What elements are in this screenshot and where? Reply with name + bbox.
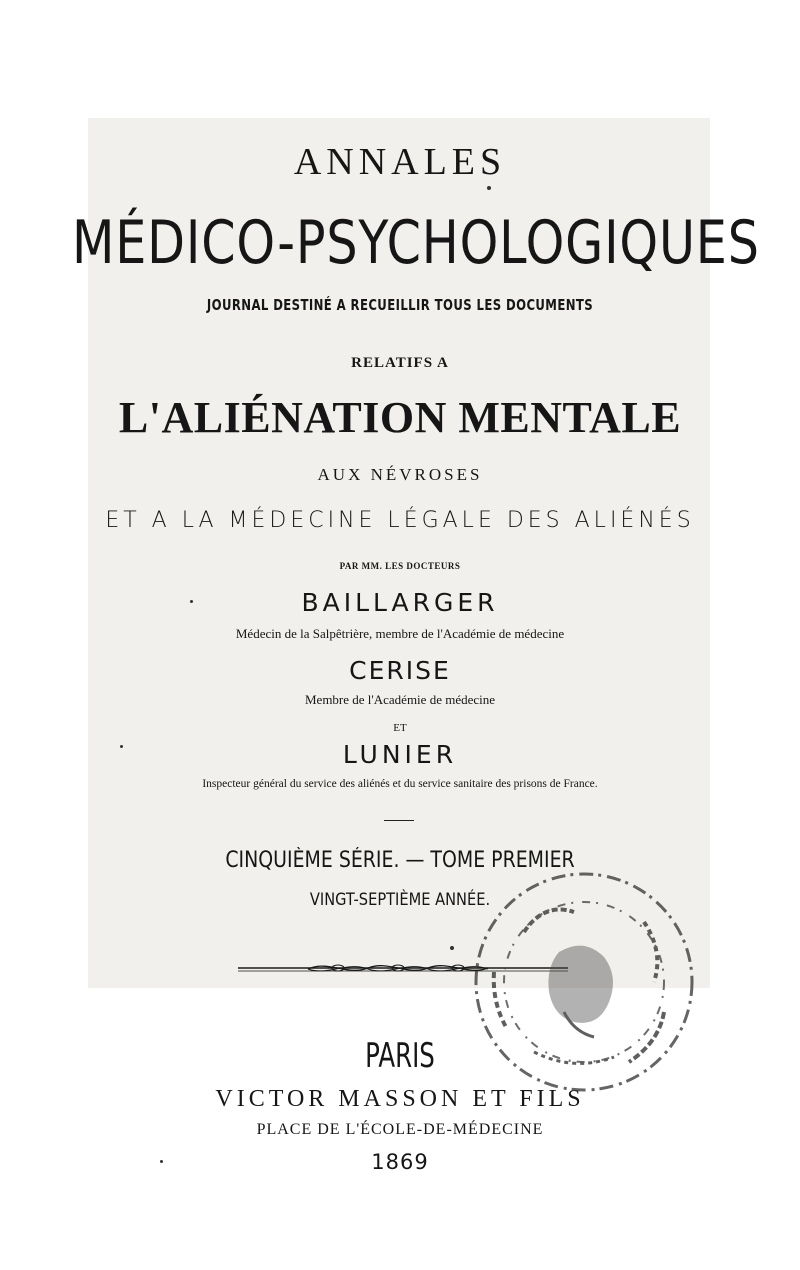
journal-title-annales: ANNALES <box>293 141 507 183</box>
author-description: Médecin de la Salpêtrière, membre de l'Académie de médecine <box>235 626 565 641</box>
ink-speck <box>120 745 123 748</box>
conjunction: ET <box>393 722 407 734</box>
author-description: Membre de l'Académie de médecine <box>304 692 496 707</box>
imprint-address: PLACE DE L'ÉCOLE-DE-MÉDECINE <box>256 1121 544 1138</box>
ink-speck <box>190 600 193 603</box>
ink-speck <box>487 186 491 190</box>
nevroses-line: AUX NÉVROSES <box>317 465 483 484</box>
author-name: BAILLARGER <box>301 588 499 617</box>
ink-speck <box>160 1160 163 1163</box>
volume-year: VINGT-SEPTIÈME ANNÉE. <box>309 890 491 910</box>
imprint-publisher: VICTOR MASSON ET FILS <box>215 1086 585 1112</box>
imprint-city: PARIS <box>365 1036 435 1076</box>
author-name: LUNIER <box>342 740 458 769</box>
relatifs-line: RELATIFS A <box>351 355 449 371</box>
imprint-year: 1869 <box>371 1150 429 1174</box>
subject-title: L'ALIÉNATION MENTALE <box>118 393 682 442</box>
ink-speck <box>450 946 454 950</box>
medecine-legale-line: ET A LA MÉDECINE LÉGALE DES ALIÉNÉS <box>105 508 695 533</box>
journal-purpose-line: JOURNAL DESTINÉ A RECUEILLIR TOUS LES DOCUMENTS <box>206 296 594 314</box>
library-stamp-icon <box>464 862 704 1102</box>
separator-rule <box>384 820 414 821</box>
authors-intro: PAR MM. LES DOCTEURS <box>339 561 461 571</box>
author-name: CERISE <box>349 656 451 685</box>
series-volume: CINQUIÈME SÉRIE. — TOME PREMIER <box>225 848 575 873</box>
author-description: Inspecteur général du service des aliénés et du service sanitaire des prisons de France. <box>202 778 598 790</box>
journal-title-main: MÉDICO-PSYCHOLOGIQUES <box>72 208 760 278</box>
